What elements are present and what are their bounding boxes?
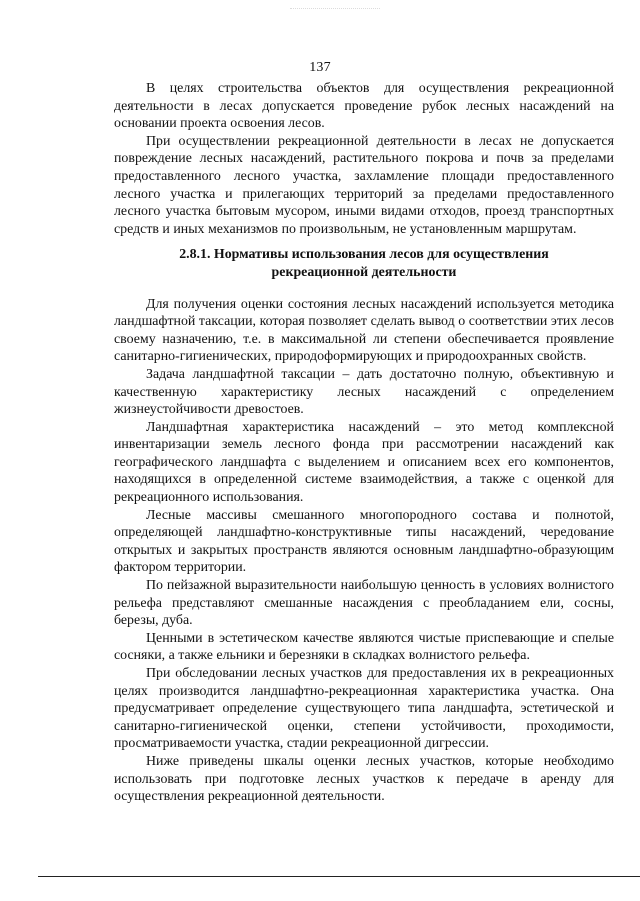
section-heading-line: рекреационной деятельности: [271, 264, 457, 280]
document-body: [114, 80, 614, 806]
paragraph: Ценными в эстетическом качестве являются чистые приспевающие и спелые сосняки, а также ельники и березняки в складках волнистого рельефа.: [114, 630, 614, 664]
paragraph: При обследовании лесных участков для предоставления их в рекреационных целях производится ландшафтно-рекреационная характеристика участка. Она предусматривает определение существующего типа ландшафта, эстетической и санитарно-гигиенической оценки, степени устойчивости, проходимости, просматриваемости участка, стадии рекреационной дигрессии.: [114, 666, 614, 752]
paragraph: Лесные массивы смешанного многопородного состава и полнотой, определяющей ландшафтно-конструктивные типы насаждений, чередование открытых и закрытых пространств являются основным ландшафтно-образующим фактором территории.: [114, 507, 614, 576]
scan-artifact: [290, 8, 380, 9]
paragraph: Ниже приведены шкалы оценки лесных участков, которые необходимо использовать при подготовке лесных участков к передаче в аренду для осуществления рекреационной деятельности.: [114, 753, 614, 805]
paragraph: Задача ландшафтной таксации – дать достаточно полную, объективную и качественную характеристику лесных насаждений с определением жизнеустойчивости древостоев.: [114, 366, 614, 418]
section-heading-line: 2.8.1. Нормативы использования лесов для осуществления: [179, 247, 549, 263]
paragraph: При осуществлении рекреационной деятельности в лесах не допускается повреждение лесных насаждений, растительного покрова и почв за пределами предоставленного лесного участка, захламление площади предоставленного лесного участка и прилегающих территорий за пределами предоставленного лесного участка бытовым мусором, иными видами отходов, проезд транспортных средств и иных механизмов по произвольным, не установленным маршрутам.: [114, 133, 614, 237]
section-heading: [114, 246, 614, 281]
page-number: 137: [309, 60, 331, 75]
bottom-divider: [38, 876, 640, 877]
paragraph: Для получения оценки состояния лесных насаждений используется методика ландшафтной таксации, которая позволяет сделать вывод о соответствии этих лесов своему назначению, т.е. в максимальной ли степени обеспечивается проявление санитарно-гигиенических, природоформирующих и природоохранных свойств.: [114, 296, 614, 365]
paragraph: Ландшафтная характеристика насаждений – это метод комплексной инвентаризации земель лесного фонда при рассмотрении насаждений как географического ландшафта с выделением и описанием всех его компонентов, находящихся в определенной системе взаимодействия, а также с оценкой для рекреационного использования.: [114, 419, 614, 506]
paragraph: В целях строительства объектов для осуществления рекреационной деятельности в лесах допускается проведение рубок лесных насаждений на основании проекта освоения лесов.: [114, 81, 614, 132]
paragraph: По пейзажной выразительности наибольшую ценность в условиях волнистого рельефа представляют смешанные насаждения с преобладанием ели, сосны, березы, дуба.: [114, 578, 614, 629]
